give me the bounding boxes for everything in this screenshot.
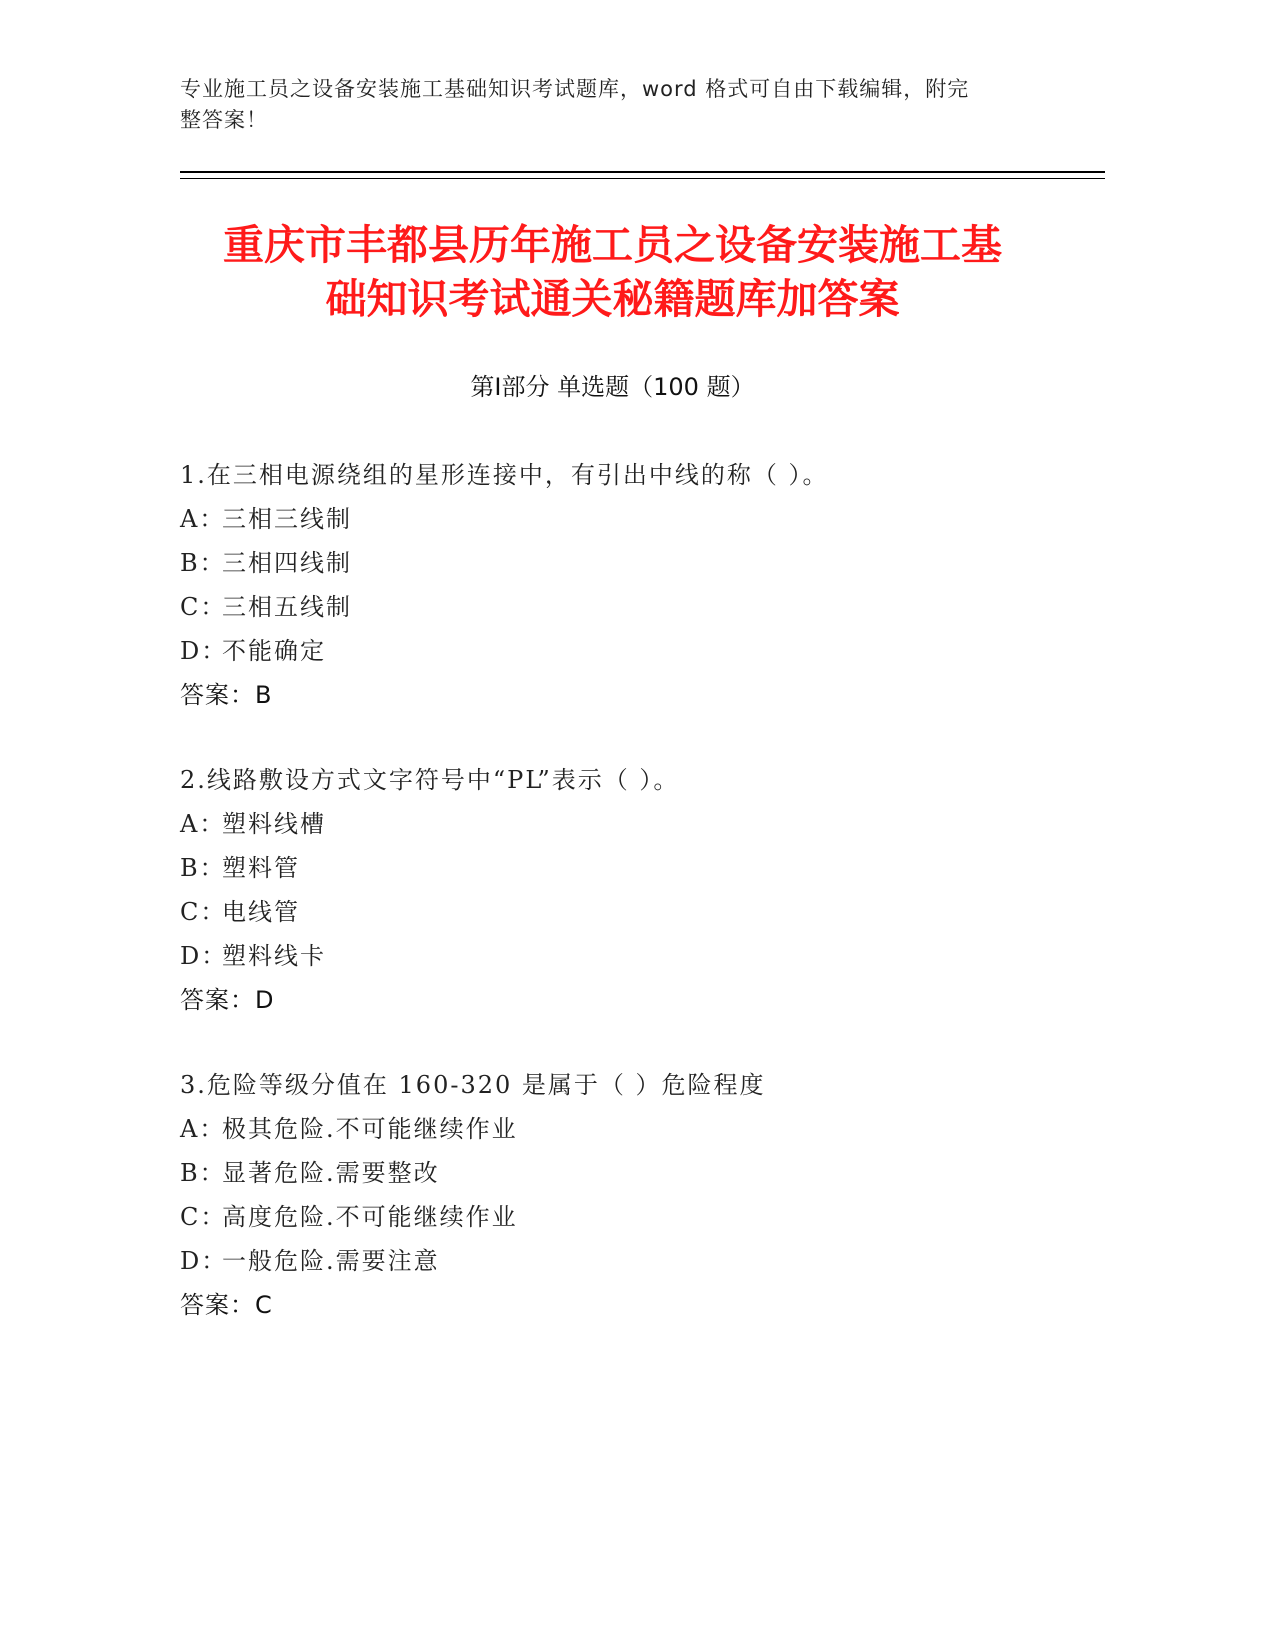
option-text: 三相三线制: [222, 505, 352, 533]
option-text: 塑料线槽: [222, 810, 326, 838]
option-key: C：: [180, 898, 227, 926]
option-key: D：: [180, 942, 228, 970]
option-text: 一般危险.需要注意: [222, 1247, 440, 1275]
question-stem: 2.线路敷设方式文字符号中“PL”表示（ ）。: [180, 766, 680, 794]
option-text: 显著危险.需要整改: [222, 1159, 440, 1187]
question-3: [180, 1063, 1080, 1327]
option-key: C：: [180, 1203, 227, 1231]
option-a: [180, 497, 1080, 541]
option-c: [180, 1195, 1080, 1239]
option-key: C：: [180, 593, 227, 621]
document-title: [150, 218, 1075, 326]
question-2: [180, 758, 1080, 1022]
answer-line: 答案：C: [180, 1291, 273, 1319]
header-note-line-2: 整答案！: [180, 108, 268, 132]
question-stem: 3.危险等级分值在 160-320 是属于（ ）危险程度: [180, 1071, 766, 1099]
option-key: B：: [180, 1159, 226, 1187]
question-stem: 1.在三相电源绕组的星形连接中，有引出中线的称（ ）。: [180, 461, 829, 489]
option-a: [180, 802, 1080, 846]
header-rule-thin: [180, 178, 1105, 179]
option-text: 三相五线制: [222, 593, 352, 621]
header-rule-thick: [180, 171, 1105, 173]
option-key: A：: [180, 810, 226, 838]
option-key: A：: [180, 505, 226, 533]
option-key: D：: [180, 637, 228, 665]
option-b: [180, 846, 1080, 890]
option-d: [180, 934, 1080, 978]
option-text: 三相四线制: [222, 549, 352, 577]
option-key: D：: [180, 1247, 228, 1275]
option-key: B：: [180, 854, 226, 882]
document-title-line-1: 重庆市丰都县历年施工员之设备安装施工基: [223, 221, 1002, 269]
option-text: 塑料线卡: [222, 942, 326, 970]
option-text: 电线管: [222, 898, 300, 926]
header-note-line-1: 专业施工员之设备安装施工基础知识考试题库，word 格式可自由下载编辑，附完: [180, 77, 970, 101]
option-text: 不能确定: [222, 637, 326, 665]
answer-line: 答案：D: [180, 986, 275, 1014]
answer-line: 答案：B: [180, 681, 273, 709]
option-b: [180, 1151, 1080, 1195]
option-a: [180, 1107, 1080, 1151]
document-title-line-2: 础知识考试通关秘籍题库加答案: [325, 275, 900, 323]
option-text: 极其危险.不可能继续作业: [222, 1115, 518, 1143]
section-heading: 第Ⅰ部分 单选题（100 题）: [470, 373, 755, 401]
option-d: [180, 629, 1080, 673]
option-text: 塑料管: [222, 854, 300, 882]
option-b: [180, 541, 1080, 585]
header-note: [180, 74, 1040, 136]
option-text: 高度危险.不可能继续作业: [222, 1203, 518, 1231]
option-c: [180, 585, 1080, 629]
option-c: [180, 890, 1080, 934]
option-d: [180, 1239, 1080, 1283]
option-key: B：: [180, 549, 226, 577]
question-1: [180, 453, 1080, 717]
option-key: A：: [180, 1115, 226, 1143]
